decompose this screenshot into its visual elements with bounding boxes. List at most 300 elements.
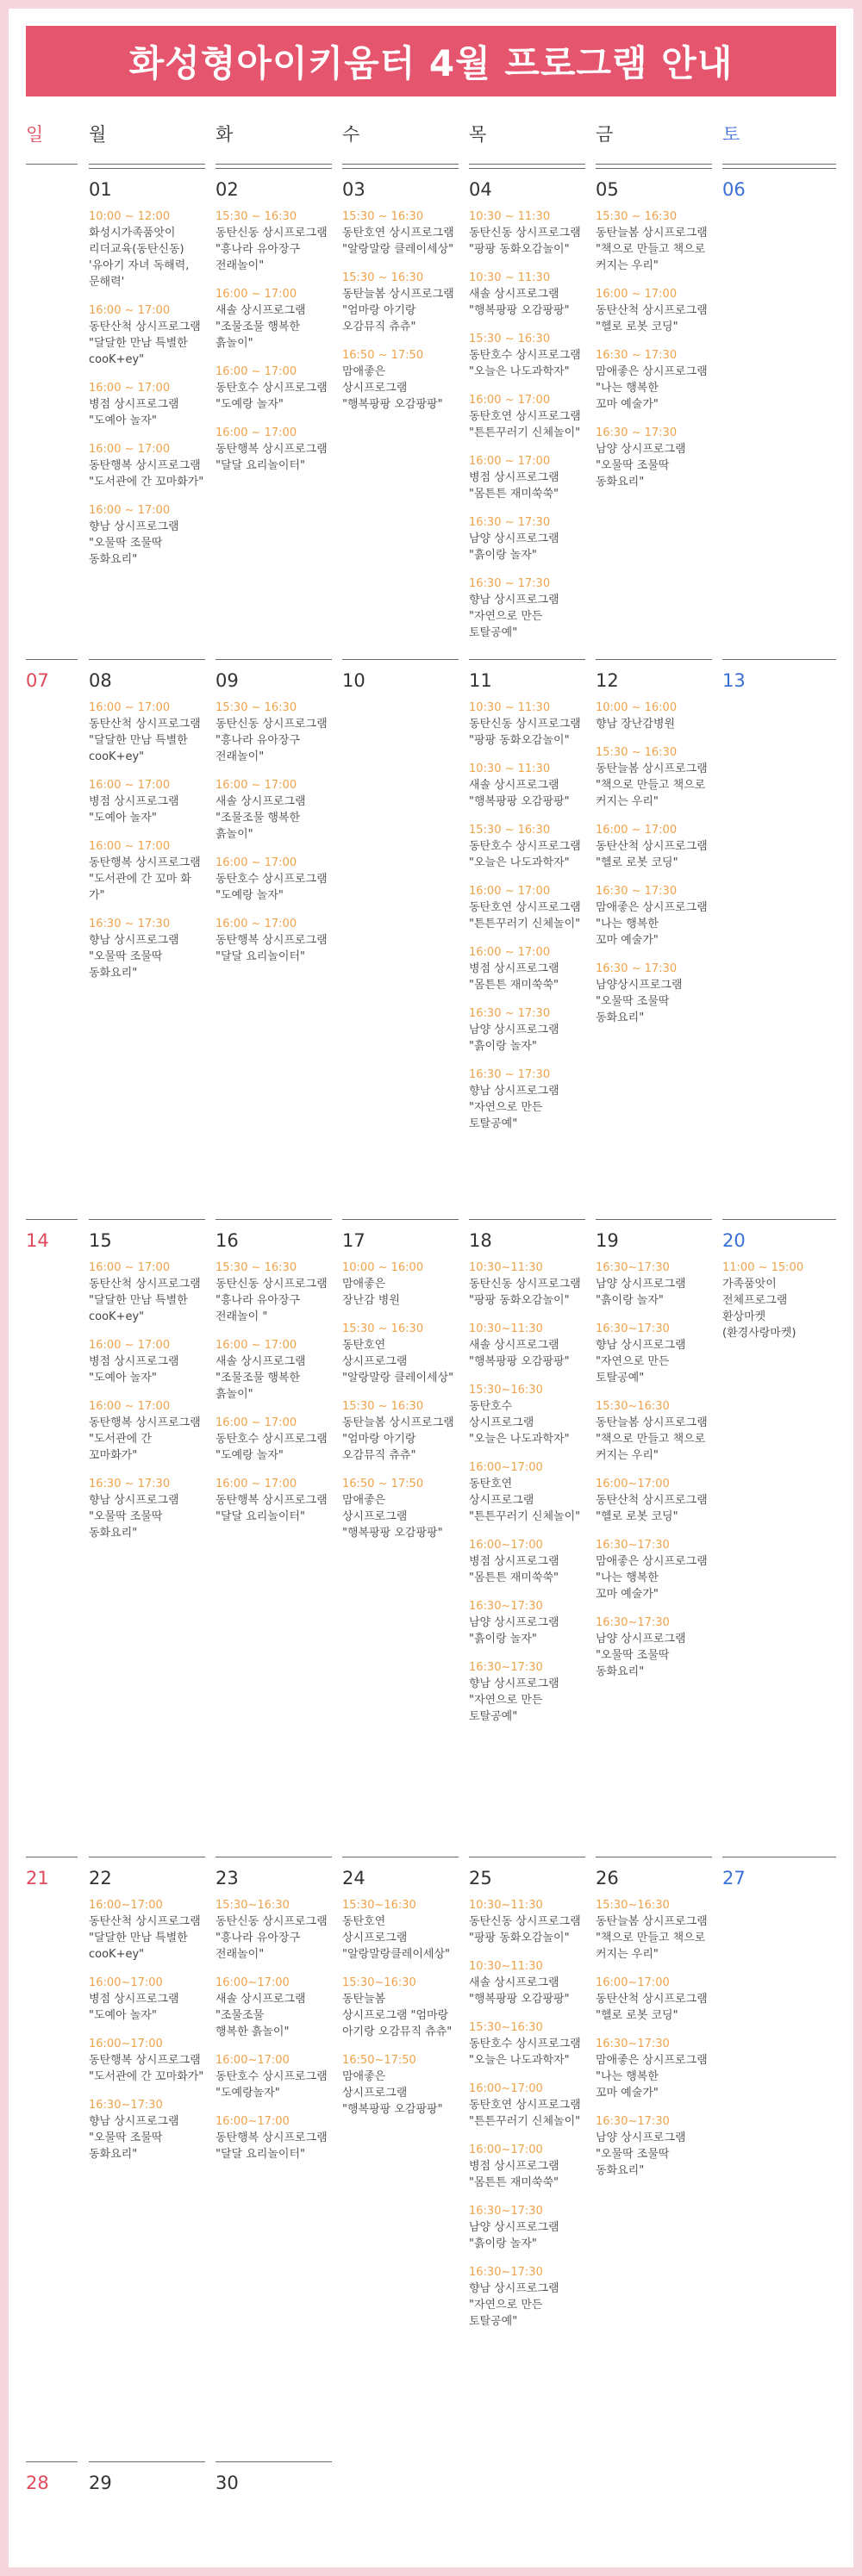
event-time: 10:30 ~ 11:30	[469, 701, 551, 714]
event-time: 15:30 ~ 16:30	[469, 824, 551, 837]
day-events	[596, 208, 712, 502]
day-rule	[342, 659, 459, 660]
event-item	[342, 1398, 459, 1464]
event-item	[342, 270, 459, 335]
event-program: 동탄호연 상시프로그램 "알랑말랑클레이세상"	[342, 1915, 450, 1961]
event-time: 15:30~16:30	[342, 1976, 416, 1989]
day-rule	[342, 1219, 459, 1220]
event-program: 동탄호연 상시프로그램 "튼튼꾸러기 신체놀이"	[469, 2099, 581, 2128]
event-item	[469, 514, 585, 563]
event-item	[216, 1260, 332, 1325]
header-rule	[89, 164, 205, 165]
weekday-header-tue: 화	[216, 124, 234, 145]
event-program: 동탄호수 상시프로그램 "도예랑 놀자"	[216, 873, 328, 902]
event-item	[89, 700, 205, 765]
day-number: 27	[722, 1868, 746, 1888]
event-item	[596, 2113, 712, 2179]
header-rule	[722, 164, 836, 165]
event-program: 맘애좋은 상시프로그램 "나는 행복한 꼬마 예술가"	[596, 365, 708, 411]
event-time: 16:30 ~ 17:30	[469, 1068, 551, 1081]
event-program: 남양 상시프로그램 "흙이랑 놀자"	[469, 532, 559, 562]
event-item	[469, 270, 585, 319]
event-item	[216, 1897, 332, 1963]
event-item	[596, 1321, 712, 1386]
weekday-header-sun: 일	[26, 124, 44, 145]
day-events	[469, 700, 585, 1144]
event-program: 향남 상시프로그램 "자연으로 만든 토탈공예"	[469, 1085, 559, 1130]
day-number: 26	[596, 1868, 619, 1888]
day-rule	[722, 1219, 836, 1220]
event-program: 동탄늘봄 상시프로그램 "엄마랑 아기랑 오감뮤직 츄츄"	[342, 288, 454, 333]
event-item	[89, 1398, 205, 1464]
event-item	[596, 1615, 712, 1680]
day-number: 25	[469, 1868, 492, 1888]
event-item	[596, 1476, 712, 1525]
day-number: 10	[342, 670, 365, 691]
event-item	[469, 208, 585, 258]
event-time: 16:00~17:00	[216, 2054, 290, 2067]
weekday-header-mon: 월	[89, 124, 107, 145]
event-time: 16:30 ~ 17:30	[596, 349, 678, 362]
event-time: 16:00 ~ 17:00	[89, 1261, 171, 1274]
event-item	[596, 700, 712, 732]
event-program: 동탄늘봄 상시프로그램 "엄마랑 아기랑 오감뮤직 츄츄"	[342, 1993, 453, 2038]
event-time: 16:00 ~ 17:00	[469, 455, 551, 468]
event-program: 동탄호수 상시프로그램 "오늘은 나도과학자"	[469, 349, 581, 378]
header-rule	[342, 164, 459, 165]
event-time: 16:00 ~ 17:00	[89, 304, 171, 317]
day-rule	[89, 2461, 205, 2462]
event-time: 16:00 ~ 17:00	[216, 1478, 297, 1490]
weekday-header-thu: 목	[469, 124, 487, 145]
event-program: 병점 상시프로그램 "도예아 놀자"	[89, 398, 179, 427]
event-program: 동탄늘봄 상시프로그램 "책으로 만들고 책으로 커지는 우리"	[596, 762, 708, 808]
event-item	[89, 502, 205, 568]
event-program: 향남 상시프로그램 "자연으로 만든 토탈공예"	[469, 1677, 559, 1723]
day-number: 05	[596, 179, 619, 200]
event-time: 16:00~17:00	[469, 2144, 543, 2156]
event-time: 16:00~17:00	[89, 2038, 163, 2050]
day-number: 14	[26, 1230, 49, 1251]
event-program: 동탄행복 상시프로그램 "도서관에 간 꼬마화가"	[89, 1416, 201, 1462]
day-number: 17	[342, 1230, 365, 1251]
day-events	[722, 1260, 836, 1353]
event-program: 동탄호연 상시프로그램 "튼튼꾸러기 신체놀이"	[469, 1478, 581, 1523]
event-item	[89, 2097, 205, 2162]
event-program: 새솔 상시프로그램 "행복팡팡 오감팡팡"	[469, 1976, 570, 2006]
event-program: 동탄늘봄 상시프로그램 "책으로 만들고 책으로 커지는 우리"	[596, 1915, 708, 1961]
event-time: 16:00~17:00	[469, 1461, 543, 1474]
day-events	[469, 1897, 585, 2342]
event-time: 10:30 ~ 11:30	[469, 271, 551, 284]
event-time: 15:30 ~ 16:30	[342, 1322, 424, 1335]
day-rule	[89, 659, 205, 660]
event-program: 향남 상시프로그램 "오물딱 조물딱 동화요리"	[89, 2115, 179, 2161]
event-time: 15:30 ~ 16:30	[342, 1400, 424, 1413]
event-time: 16:00~17:00	[216, 1976, 290, 1989]
event-time: 16:00~17:00	[89, 1899, 163, 1912]
title-banner	[26, 26, 836, 96]
event-program: 병점 상시프로그램 "몸튼튼 재미쑥쑥"	[469, 2160, 559, 2189]
day-rule	[596, 1219, 712, 1220]
header-rule	[596, 164, 712, 165]
day-number: 24	[342, 1868, 365, 1888]
event-item	[596, 1398, 712, 1464]
day-rule	[216, 168, 332, 169]
event-time: 10:30 ~ 11:30	[469, 210, 551, 223]
event-time: 15:30 ~ 16:30	[216, 1261, 297, 1274]
event-program: 동탄행복 상시프로그램 "달달 요리놀이터"	[216, 1494, 328, 1523]
day-number: 09	[216, 670, 239, 691]
event-item	[89, 2036, 205, 2085]
event-program: 병점 상시프로그램 "몸튼튼 재미쑥쑥"	[469, 1555, 559, 1584]
event-time: 15:30 ~ 16:30	[342, 271, 424, 284]
event-program: 동탄산척 상시프로그램 "헬로 로봇 코딩"	[596, 304, 708, 333]
event-item	[596, 1537, 712, 1602]
event-program: 새솔 상시프로그램 "행복팡팡 오감팡팡"	[469, 779, 570, 808]
event-time: 16:30 ~ 17:30	[596, 962, 678, 975]
event-item	[342, 1321, 459, 1386]
event-item	[216, 2052, 332, 2101]
header-rule	[216, 164, 332, 165]
day-rule	[469, 1219, 585, 1220]
calendar-page	[9, 9, 853, 2567]
event-item	[596, 208, 712, 274]
event-program: 남양상시프로그램 "오물딱 조물딱 동화요리"	[596, 979, 683, 1024]
event-program: 동탄호연 상시프로그램 "알랑말랑 클레이세상"	[342, 1339, 454, 1384]
event-program: 향남 장난감병원	[596, 718, 676, 731]
event-time: 16:00~17:00	[596, 1976, 670, 1989]
event-program: 동탄호연 상시프로그램 "알랑말랑 클레이세상"	[342, 227, 454, 256]
event-time: 15:30~16:30	[596, 1899, 670, 1912]
event-program: 맘애좋은 장난감 병원	[342, 1278, 400, 1307]
day-events	[596, 1260, 712, 1692]
event-time: 16:30 ~ 17:30	[89, 918, 171, 930]
event-program: 남양 상시프로그램 "흙이랑 놀자"	[469, 1616, 559, 1646]
event-program: 동탄행복 상시프로그램 "도서관에 간 꼬마 화가"	[89, 856, 201, 902]
event-item	[469, 944, 585, 993]
day-events	[216, 1260, 332, 1537]
event-time: 16:00 ~ 17:00	[89, 840, 171, 853]
day-events	[342, 1897, 459, 2130]
event-time: 16:00 ~ 17:00	[216, 918, 297, 930]
event-program: 맘애좋은 상시프로그램 "행복팡팡 오감팡팡"	[342, 365, 443, 411]
event-item	[596, 347, 712, 413]
event-time: 16:00 ~ 17:00	[469, 394, 551, 407]
event-item	[216, 208, 332, 274]
event-time: 16:30 ~ 17:30	[469, 516, 551, 529]
event-time: 15:30 ~ 16:30	[596, 746, 678, 759]
event-program: 향남 상시프로그램 "자연으로 만든 토탈공예"	[469, 594, 559, 639]
day-rule	[89, 168, 205, 169]
event-program: 향남 상시프로그램 "오물딱 조물딱 동화요리"	[89, 520, 179, 566]
event-item	[89, 838, 205, 904]
event-program: 남양 상시프로그램 "흙이랑 놀자"	[469, 2221, 559, 2250]
event-item	[216, 1415, 332, 1464]
event-item	[596, 1260, 712, 1309]
event-item	[722, 1260, 836, 1341]
event-time: 16:00 ~ 17:00	[216, 1416, 297, 1429]
event-program: 새솔 상시프로그램 "조물조물 행복한 흙놀이"	[216, 795, 306, 841]
event-program: 동탄호수 상시프로그램 "오늘은 나도과학자"	[469, 2038, 581, 2067]
event-item	[469, 2081, 585, 2130]
event-program: 동탄호수 상시프로그램 "오늘은 나도과학자"	[469, 1400, 570, 1446]
event-program: 동탄늘봄 상시프로그램 "책으로 만들고 책으로 커지는 우리"	[596, 227, 708, 272]
event-program: 남양 상시프로그램 "오물딱 조물딱 동화요리"	[596, 2131, 686, 2177]
event-time: 15:30 ~ 16:30	[596, 210, 678, 223]
day-number: 07	[26, 670, 49, 691]
event-program: 맘애좋은 상시프로그램 "행복팡팡 오감팡팡"	[342, 2070, 443, 2116]
event-item	[469, 1459, 585, 1525]
event-item	[89, 1337, 205, 1386]
day-rule	[216, 659, 332, 660]
day-rule	[469, 659, 585, 660]
event-item	[216, 1476, 332, 1525]
day-rule	[26, 659, 78, 660]
event-item	[469, 1321, 585, 1370]
event-program: 동탄늘봄 상시프로그램 "책으로 만들고 책으로 커지는 우리"	[596, 1416, 708, 1462]
event-time: 16:30~17:30	[596, 1616, 670, 1629]
event-time: 11:00 ~ 15:00	[722, 1261, 804, 1274]
day-events	[216, 700, 332, 977]
event-item	[216, 916, 332, 965]
day-number: 16	[216, 1230, 239, 1251]
event-item	[216, 1975, 332, 2040]
event-program: 향남 상시프로그램 "오물딱 조물딱 동화요리"	[89, 1494, 179, 1540]
event-program: 새솔 상시프로그램 "행복팡팡 오감팡팡"	[469, 1339, 570, 1368]
event-time: 16:30 ~ 17:30	[89, 1478, 171, 1490]
event-time: 10:00 ~ 12:00	[89, 210, 171, 223]
event-program: 맘애좋은 상시프로그램 "나는 행복한 꼬마 예술가"	[596, 2054, 708, 2100]
event-program: 동탄행복 상시프로그램 "달달 요리놀이터"	[216, 934, 328, 963]
event-time: 16:00~17:00	[469, 1539, 543, 1552]
day-number: 28	[26, 2473, 49, 2493]
day-events	[596, 700, 712, 1038]
event-time: 16:30~17:30	[596, 2115, 670, 2128]
event-program: 새솔 상시프로그램 "행복팡팡 오감팡팡"	[469, 288, 570, 317]
event-program: 동탄호연 상시프로그램 "튼튼꾸러기 신체놀이"	[469, 901, 581, 930]
event-program: 동탄호수 상시프로그램 "도예랑놀자"	[216, 2070, 328, 2100]
event-time: 10:00 ~ 16:00	[596, 701, 678, 714]
event-item	[469, 1537, 585, 1586]
event-item	[89, 1476, 205, 1541]
event-program: 남양 상시프로그램 "오물딱 조물딱 동화요리"	[596, 443, 686, 488]
event-item	[469, 1958, 585, 2007]
event-time: 16:30~17:30	[469, 1600, 543, 1613]
event-program: 남양 상시프로그램 "흙이랑 놀자"	[596, 1278, 686, 1307]
header-rule	[26, 164, 78, 165]
day-number: 19	[596, 1230, 619, 1251]
event-item	[469, 1067, 585, 1132]
event-item	[596, 2036, 712, 2101]
event-item	[89, 302, 205, 368]
day-number: 06	[722, 179, 746, 200]
event-program: 동탄신동 상시프로그램 "팡팡 동화오감놀이"	[469, 227, 581, 256]
day-events	[469, 208, 585, 653]
weekday-header-fri: 금	[596, 124, 614, 145]
event-item	[469, 1598, 585, 1647]
day-events	[596, 1897, 712, 2191]
day-number: 20	[722, 1230, 746, 1251]
event-time: 16:00 ~ 17:00	[89, 701, 171, 714]
event-item	[89, 441, 205, 490]
event-item	[596, 961, 712, 1026]
day-events	[469, 1260, 585, 1737]
event-time: 10:30~11:30	[469, 1899, 543, 1912]
event-time: 16:50 ~ 17:50	[342, 1478, 424, 1490]
day-number: 21	[26, 1868, 49, 1888]
day-events	[216, 208, 332, 486]
event-program: 동탄산척 상시프로그램 "달달한 만남 특별한 cooK+ey"	[89, 320, 201, 366]
event-item	[89, 1260, 205, 1325]
event-item	[216, 700, 332, 765]
event-time: 16:00 ~ 17:00	[89, 1339, 171, 1352]
event-item	[342, 1476, 459, 1541]
event-time: 10:30~11:30	[469, 1261, 543, 1274]
header-rule	[469, 164, 585, 165]
event-time: 10:30 ~ 11:30	[469, 762, 551, 775]
event-program: 동탄신동 상시프로그램 "팡팡 동화오감놀이"	[469, 718, 581, 747]
day-events	[89, 208, 205, 580]
event-time: 16:00~17:00	[596, 1478, 670, 1490]
event-program: 맘애좋은 상시프로그램 "행복팡팡 오감팡팡"	[342, 1494, 443, 1540]
day-rule	[596, 168, 712, 169]
event-item	[216, 777, 332, 843]
event-time: 16:50~17:50	[342, 2054, 416, 2067]
event-time: 16:30~17:30	[596, 1539, 670, 1552]
event-program: 병점 상시프로그램 "몸튼튼 재미쑥쑥"	[469, 471, 559, 501]
event-program: 동탄행복 상시프로그램 "도서관에 간 꼬마화가"	[89, 2054, 204, 2083]
event-program: 동탄호수 상시프로그램 "오늘은 나도과학자"	[469, 840, 581, 869]
event-program: 동탄산척 상시프로그램 "달달한 만남 특별한 cooK+ey"	[89, 718, 201, 763]
event-time: 10:00 ~ 16:00	[342, 1261, 424, 1274]
event-program: 병점 상시프로그램 "도예아 놀자"	[89, 795, 179, 824]
day-number: 13	[722, 670, 746, 691]
event-time: 16:00 ~ 17:00	[216, 426, 297, 439]
event-time: 16:00 ~ 17:00	[216, 779, 297, 792]
event-item	[342, 1975, 459, 2040]
event-program: 남양 상시프로그램 "오물딱 조물딱 동화요리"	[596, 1633, 686, 1678]
event-program: 병점 상시프로그램 "몸튼튼 재미쑥쑥"	[469, 962, 559, 992]
event-item	[342, 2052, 459, 2118]
event-time: 16:30~17:30	[596, 2038, 670, 2050]
event-program: 가족품앗이 전체프로그램 환상마켓 (환경사랑마켓)	[722, 1278, 796, 1340]
event-time: 16:00 ~ 17:00	[89, 1400, 171, 1413]
day-rule	[89, 1219, 205, 1220]
event-time: 16:30 ~ 17:30	[469, 1007, 551, 1020]
event-item	[469, 1260, 585, 1309]
event-item	[89, 1975, 205, 2024]
event-item	[596, 425, 712, 490]
event-program: 새솔 상시프로그램 "조물조물 행복한 흙놀이"	[216, 304, 306, 350]
event-time: 15:30~16:30	[216, 1899, 290, 1912]
event-item	[469, 1382, 585, 1447]
day-number: 22	[89, 1868, 112, 1888]
day-number: 08	[89, 670, 112, 691]
event-item	[216, 425, 332, 474]
event-program: 맘애좋은 상시프로그램 "나는 행복한 꼬마 예술가"	[596, 901, 708, 947]
page-title: 화성형아이키움터 4월 프로그램 안내	[128, 42, 734, 84]
event-item	[469, 392, 585, 441]
event-item	[216, 855, 332, 904]
event-item	[469, 2264, 585, 2330]
event-time: 16:00~17:00	[89, 1976, 163, 1989]
event-item	[216, 1337, 332, 1403]
event-program: 새솔 상시프로그램 "조물조물 행복한 흙놀이"	[216, 1355, 306, 1401]
event-program: 향남 상시프로그램 "오물딱 조물딱 동화요리"	[89, 934, 179, 980]
event-item	[216, 286, 332, 352]
event-program: 동탄행복 상시프로그램 "달달 요리놀이터"	[216, 443, 328, 472]
event-item	[596, 286, 712, 335]
event-program: 동탄늘봄 상시프로그램 "엄마랑 아기랑 오감뮤직 츄츄"	[342, 1416, 454, 1462]
event-program: 동탄신동 상시프로그램 "흥나라 유아장구 전래놀이"	[216, 1915, 328, 1961]
event-time: 10:30~11:30	[469, 1960, 543, 1973]
event-time: 15:30~16:30	[342, 1899, 416, 1912]
event-item	[596, 1975, 712, 2024]
day-rule	[26, 2461, 78, 2462]
day-rule	[216, 1219, 332, 1220]
event-program: 남양 상시프로그램 "흙이랑 놀자"	[469, 1024, 559, 1053]
weekday-header-sat: 토	[722, 124, 740, 145]
event-program: 동탄산척 상시프로그램 "헬로 로봇 코딩"	[596, 1494, 708, 1523]
event-time: 16:00 ~ 17:00	[596, 824, 678, 837]
day-rule	[26, 1219, 78, 1220]
event-item	[469, 883, 585, 932]
event-program: 맘애좋은 상시프로그램 "나는 행복한 꼬마 예술가"	[596, 1555, 708, 1601]
event-program: 동탄산척 상시프로그램 "달달한 만남 특별한 cooK+ey"	[89, 1278, 201, 1323]
event-program: 동탄신동 상시프로그램 "팡팡 동화오감놀이"	[469, 1915, 581, 1944]
event-program: 병점 상시프로그램 "도예아 놀자"	[89, 1355, 179, 1384]
event-item	[469, 1659, 585, 1725]
event-time: 16:00 ~ 17:00	[216, 1339, 297, 1352]
event-item	[469, 331, 585, 380]
event-time: 16:30~17:30	[469, 2266, 543, 2279]
event-item	[342, 1897, 459, 1963]
day-rule	[469, 168, 585, 169]
day-rule	[722, 168, 836, 169]
day-number: 18	[469, 1230, 492, 1251]
event-time: 16:00 ~ 17:00	[89, 779, 171, 792]
event-time: 16:00 ~ 17:00	[469, 885, 551, 898]
event-program: 병점 상시프로그램 "도예아 놀자"	[89, 1993, 179, 2022]
event-item	[469, 822, 585, 871]
event-time: 15:30 ~ 16:30	[469, 333, 551, 345]
event-time: 16:30 ~ 17:30	[469, 577, 551, 590]
event-program: 동탄산척 상시프로그램 "달달한 만남 특별한 cooK+ey"	[89, 1915, 201, 1961]
event-time: 10:30~11:30	[469, 1322, 543, 1335]
event-time: 15:30 ~ 16:30	[342, 210, 424, 223]
event-program: 동탄행복 상시프로그램 "달달 요리놀이터"	[216, 2131, 328, 2161]
event-program: 향남 상시프로그램 "자연으로 만든 토탈공예"	[596, 1339, 686, 1384]
event-time: 16:30~17:30	[596, 1261, 670, 1274]
day-number: 02	[216, 179, 239, 200]
event-program: 동탄행복 상시프로그램 "도서관에 간 꼬마화가"	[89, 459, 204, 488]
day-number: 04	[469, 179, 492, 200]
event-time: 16:30~17:30	[89, 2099, 163, 2112]
event-time: 16:00 ~ 17:00	[469, 946, 551, 959]
event-program: 동탄신동 상시프로그램 "흥나라 유아장구 전래놀이"	[216, 227, 328, 272]
event-program: 동탄신동 상시프로그램 "팡팡 동화오감놀이"	[469, 1278, 581, 1307]
event-time: 16:00~17:00	[469, 2082, 543, 2095]
event-item	[89, 916, 205, 981]
day-number: 29	[89, 2473, 112, 2493]
day-number: 30	[216, 2473, 239, 2493]
event-item	[89, 1897, 205, 1963]
day-number: 15	[89, 1230, 112, 1251]
event-item	[596, 744, 712, 810]
event-item	[342, 347, 459, 413]
event-time: 16:30~17:30	[469, 2205, 543, 2218]
